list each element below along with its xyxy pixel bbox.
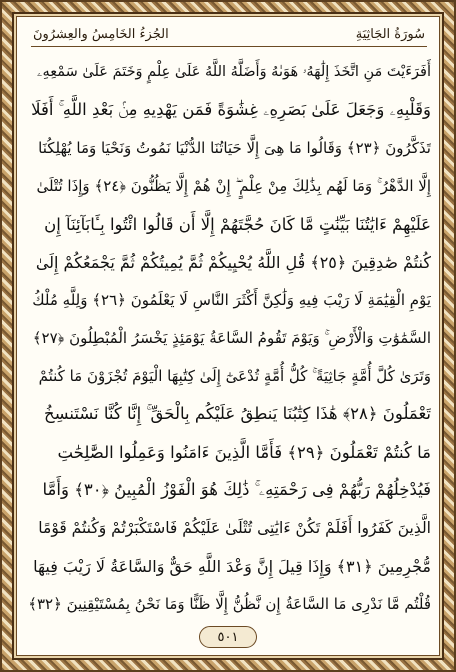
page-number: ٥٠١ (199, 626, 257, 648)
text-line: مَا كُنتُمْ تَعْمَلُونَ ﴿٢٩﴾ فَأَمَّا الَّذِينَ ءَامَنُوا وَعَمِلُوا الصَّٰلِحَٰتِ (57, 442, 431, 462)
quran-text-block (27, 53, 431, 623)
page-footer (17, 625, 439, 649)
surah-title: سُورَةُ الجَاثِيَةِ (355, 26, 425, 42)
text-line: أَفَرَءَيْتَ مَنِ اتَّخَذَ إِلَٰهَهُۥ هَوَىٰهُ وَأَضَلَّهُ اللَّهُ عَلَىٰ عِلْمٍ وَخَتَمَ عَلَىٰ سَمْعِهِۦ (37, 64, 431, 80)
text-line: إِلَّا الدَّهْرُ ۚ وَمَا لَهُم بِذَٰلِكَ مِنْ عِلْمٍ ۖ إِنْ هُمْ إِلَّا يَظُنُّونَ ﴿٢٤﴾ وَإِذَا تُتْلَىٰ (36, 177, 431, 195)
text-line: عَلَيْهِمْ ءَايَٰتُنَا بَيِّنَٰتٍ مَّا كَانَ حُجَّتَهُمْ إِلَّا أَن قَالُوا ائْتُوا بِـَٔابَآئِنَآ إِن (44, 214, 431, 234)
text-line: مُّجْرِمِينَ ﴿٣١﴾ وَإِذَا قِيلَ إِنَّ وَعْدَ اللَّهِ حَقٌّ وَالسَّاعَةُ لَا رَيْبَ فِيهَا (33, 556, 431, 576)
text-line: كُنتُمْ صَٰدِقِينَ ﴿٢٥﴾ قُلِ اللَّهُ يُحْيِيكُمْ ثُمَّ يُمِيتُكُمْ ثُمَّ يَجْمَعُكُمْ إِلَىٰ (35, 252, 431, 272)
text-line: الَّذِينَ كَفَرُوا أَفَلَمْ تَكُنْ ءَايَٰتِى تُتْلَىٰ عَلَيْكُمْ فَاسْتَكْبَرْتُمْ وَكُنتُمْ قَوْمًا (38, 519, 431, 537)
juz-title: الجُزءُ الخَامِسُ والعِشرُونَ (33, 26, 169, 42)
text-line: تَذَكَّرُونَ ﴿٢٣﴾ وَقَالُوا مَا هِىَ إِلَّا حَيَاتُنَا الدُّنْيَا نَمُوتُ وَنَحْيَا وَمَا يُهْلِكُنَا (38, 139, 431, 157)
text-line: قُلْتُم مَّا نَدْرِى مَا السَّاعَةُ إِن نَّظُنُّ إِلَّا ظَنًّا وَمَا نَحْنُ بِمُسْتَيْقِنِينَ ﴿٣٢﴾ (28, 595, 431, 613)
text-line: فَيُدْخِلُهُمْ رَبُّهُمْ فِى رَحْمَتِهِۦ ۚ ذَٰلِكَ هُوَ الْفَوْزُ الْمُبِينُ ﴿٣٠﴾ وَأَمَّا (42, 480, 431, 499)
text-line: تَعْمَلُونَ ﴿٢٨﴾ هَٰذَا كِتَٰبُنَا يَنطِقُ عَلَيْكُم بِالْحَقِّ ۚ إِنَّا كُنَّا نَسْتَنسِخُ (43, 404, 431, 423)
text-line: السَّمَٰوَٰتِ وَالْأَرْضِ ۚ وَيَوْمَ تَقُومُ السَّاعَةُ يَوْمَئِذٍ يَخْسَرُ الْمُبْطِلُونَ ﴿٢٧﴾ (32, 329, 431, 347)
page-header (23, 21, 435, 47)
text-line: يَوْمِ الْقِيَٰمَةِ لَا رَيْبَ فِيهِ وَلَٰكِنَّ أَكْثَرَ النَّاسِ لَا يَعْلَمُونَ ﴿٢٦﴾ وَلِلَّهِ مُلْكُ (32, 291, 431, 309)
mushaf-page (16, 16, 440, 656)
text-line: وَتَرَىٰ كُلَّ أُمَّةٍ جَاثِيَةً ۚ كُلُّ أُمَّةٍ تُدْعَىٰٓ إِلَىٰ كِتَٰبِهَا الْيَوْمَ تُجْزَوْنَ مَا كُنتُمْ (38, 367, 431, 385)
text-line: وَقَلْبِهِۦ وَجَعَلَ عَلَىٰ بَصَرِهِۦ غِشَٰوَةً فَمَن يَهْدِيهِ مِنۢ بَعْدِ اللَّهِ ۚ أَفَلَا (31, 100, 431, 119)
header-rule (31, 46, 427, 47)
